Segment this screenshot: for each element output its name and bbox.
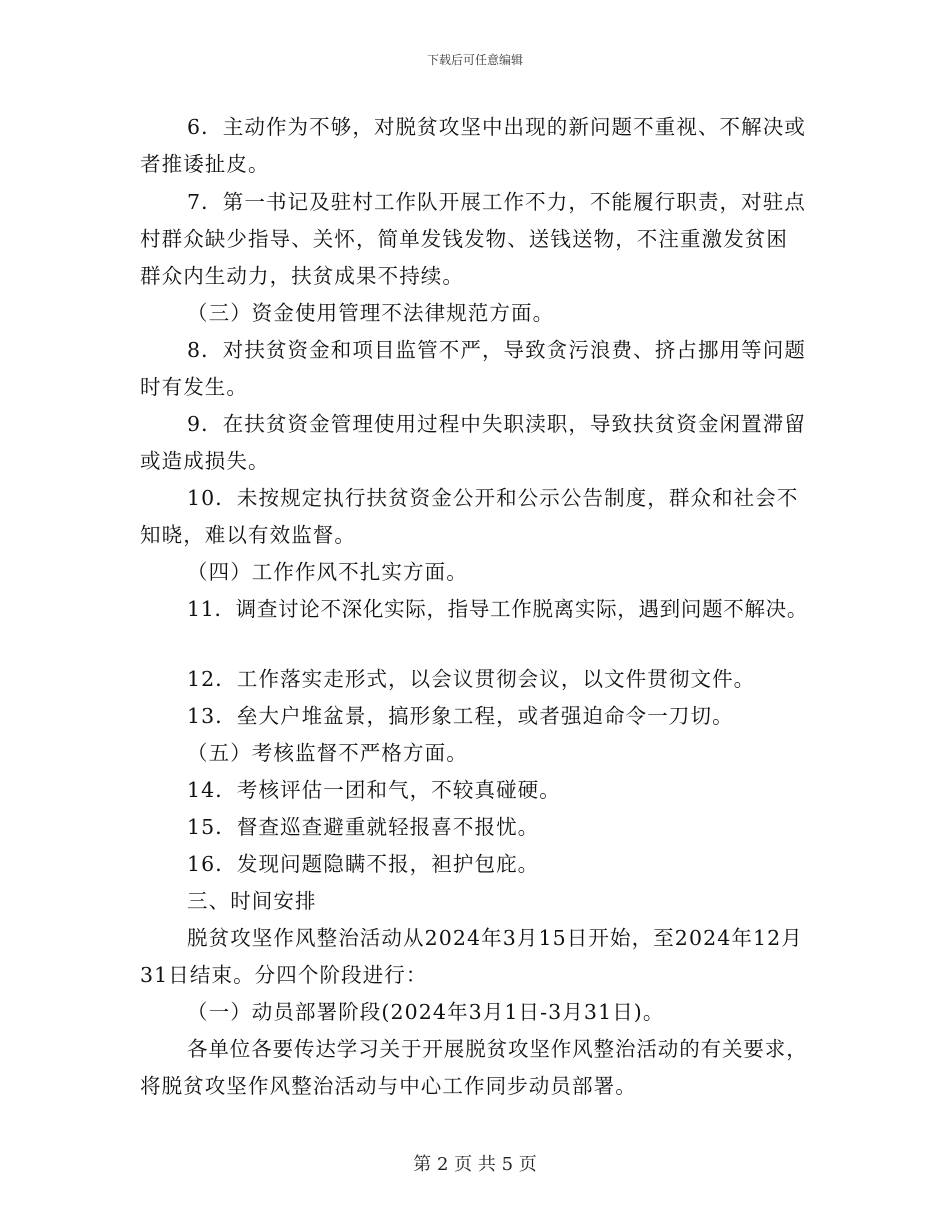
paragraph-line: 9．在扶贫资金管理使用过程中失职渎职，导致扶贫资金闲置滞留	[187, 412, 806, 436]
paragraph-line: 31日结束。分四个阶段进行：	[140, 963, 428, 987]
paragraph-line: 群众内生动力，扶贫成果不持续。	[140, 264, 464, 288]
paragraph-line: 6．主动作为不够，对脱贫攻坚中出现的新问题不重视、不解决或	[187, 115, 806, 139]
page-footer: 第 2 页 共 5 页	[413, 1154, 537, 1175]
section-heading: （五）考核监督不严格方面。	[187, 741, 468, 765]
section-heading: 三、时间安排	[187, 889, 317, 913]
paragraph-line: 16．发现问题隐瞒不报，袒护包庇。	[187, 852, 540, 876]
paragraph-line: 各单位各要传达学习关于开展脱贫攻坚作风整治活动的有关要求，	[187, 1037, 808, 1061]
paragraph-line: 14．考核评估一团和气，不较真碰硬。	[187, 778, 561, 802]
paragraph-line: 时有发生。	[140, 375, 248, 399]
paragraph-line: 村群众缺少指导、关怀，简单发钱发物、送钱送物，不注重激发贫困	[140, 227, 788, 251]
paragraph-line: 8．对扶贫资金和项目监管不严，导致贪污浪费、挤占挪用等问题	[187, 338, 806, 362]
paragraph-line: 10．未按规定执行扶贫资金公开和公示公告制度，群众和社会不	[187, 486, 799, 510]
paragraph-line: 知晓，难以有效监督。	[140, 523, 356, 547]
paragraph-line: 15．督查巡查避重就轻报喜不报忧。	[187, 815, 540, 839]
paragraph-line: 脱贫攻坚作风整治活动从2024年3月15日开始，至2024年12月	[187, 926, 803, 950]
paragraph-line: 13．垒大户堆盆景，搞形象工程，或者强迫命令一刀切。	[187, 704, 734, 728]
page-header: 下载后可任意编辑	[426, 53, 523, 67]
section-heading: （一）动员部署阶段(2024年3月1日-3月31日)。	[187, 1000, 665, 1024]
paragraph-line: 者推诿扯皮。	[140, 152, 270, 176]
paragraph-line: 或造成损失。	[140, 449, 270, 473]
section-heading: （四）工作作风不扎实方面。	[187, 560, 468, 584]
paragraph-line: 将脱贫攻坚作风整治活动与中心工作同步动员部署。	[140, 1074, 637, 1098]
paragraph-line: 7．第一书记及驻村工作队开展工作不力，不能履行职责，对驻点	[187, 190, 806, 214]
paragraph-line: 12．工作落实走形式，以会议贯彻会议，以文件贯彻文件。	[187, 667, 756, 691]
section-heading: （三）资金使用管理不法律规范方面。	[187, 301, 555, 325]
paragraph-line: 11．调查讨论不深化实际，指导工作脱离实际，遇到问题不解决。	[187, 597, 809, 621]
